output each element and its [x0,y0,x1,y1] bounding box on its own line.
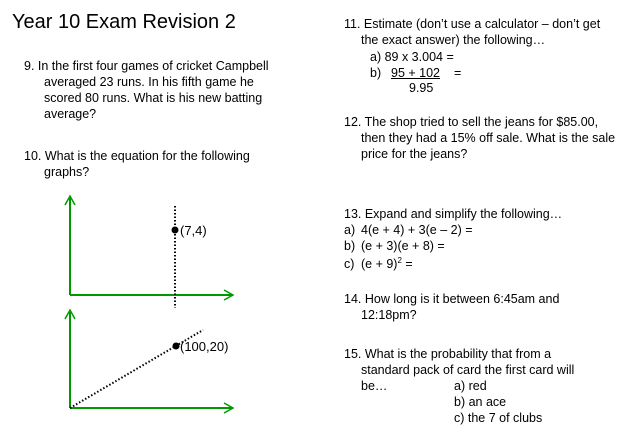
q9-line-1: 9. In the first four games of cricket Campbell [24,59,269,73]
graph-1 [65,196,233,308]
q15-line-2: standard pack of card the first card will [361,363,575,377]
q13-c-exponent: 2 [397,255,402,265]
q15-option-b: b) an ace [454,395,507,409]
q9-line-4: average? [44,107,97,121]
q11-part-b-label: b) [370,66,382,80]
q13-a-expression: 4(e + 4) + 3(e – 2) = [361,223,473,237]
q9-line-2: averaged 23 runs. In his fifth game he [44,75,254,89]
q10-line-1: 10. What is the equation for the following [24,149,250,163]
q13-c-label: c) [344,257,355,271]
graph-2-point-label: (100,20) [180,339,229,354]
q11-part-a: a) 89 x 3.004 = [370,50,454,64]
q12-line-2: then they had a 15% off sale. What is the sale [361,131,616,145]
q11-part-b-numerator: 95 + 102 [391,66,441,80]
q9-line-3: scored 80 runs. What is his new batting [44,91,263,105]
q13-c-tail: = [401,257,413,271]
q13-a-label: a) [344,223,356,237]
q11-line-2: the exact answer) the following… [361,33,546,47]
q12-line-1: 12. The shop tried to sell the jeans for $85.00, [344,115,599,129]
q13-c-expression [361,256,413,272]
q11-part-b-denominator: 9.95 [409,81,434,95]
q13-c-base: (e + 9) [361,257,398,271]
page-title: Year 10 Exam Revision 2 [12,11,236,33]
q13-b-expression: (e + 3)(e + 8) = [361,239,445,253]
q15-option-a: a) red [454,379,487,393]
q15-option-c: c) the 7 of clubs [454,411,543,425]
q13-line: 13. Expand and simplify the following… [344,207,563,221]
graph-2-point [173,343,180,350]
graph-1-point-label: (7,4) [180,223,207,238]
q14-line-1: 14. How long is it between 6:45am and [344,292,560,306]
q10-line-2: graphs? [44,165,90,179]
q11-part-b-equals: = [454,66,462,80]
graph-1-point [172,227,179,234]
q13-b-label: b) [344,239,356,253]
q15-line-1: 15. What is the probability that from a [344,347,552,361]
q14-line-2: 12:18pm? [361,308,417,322]
q12-line-3: price for the jeans? [361,147,468,161]
q15-line-3: be… [361,379,388,393]
q11-line-1: 11. Estimate (don’t use a calculator – don’t get [344,17,601,31]
graph-2 [65,310,233,413]
